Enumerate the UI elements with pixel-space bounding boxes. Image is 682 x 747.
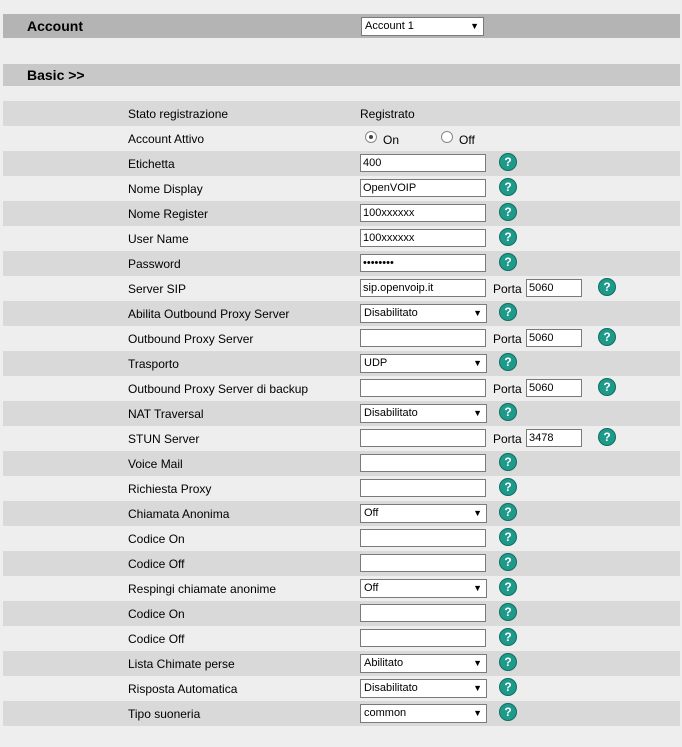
form-row: [3, 226, 680, 251]
field-label: Voice Mail: [128, 457, 183, 471]
account-select-value: Account 1: [365, 20, 414, 32]
field-label: Trasporto: [128, 357, 179, 371]
help-icon[interactable]: ?: [499, 553, 517, 571]
form-row: [3, 401, 680, 426]
form-row: [3, 451, 680, 476]
port-label: Porta: [493, 332, 522, 346]
chevron-down-icon: ▼: [473, 708, 482, 718]
basic-section-title: Basic >>: [27, 67, 85, 83]
help-icon[interactable]: ?: [499, 678, 517, 696]
field-label: Codice On: [128, 607, 185, 621]
select-dropdown[interactable]: [360, 354, 487, 373]
chevron-down-icon: ▼: [473, 508, 482, 518]
chevron-down-icon: ▼: [473, 683, 482, 693]
text-input[interactable]: [360, 554, 486, 572]
help-icon[interactable]: ?: [499, 203, 517, 221]
form-row: [3, 276, 680, 301]
field-label: Abilita Outbound Proxy Server: [128, 307, 290, 321]
port-input[interactable]: 5060: [526, 379, 582, 397]
select-value: Disabilitato: [364, 307, 418, 319]
form-row: [3, 626, 680, 651]
help-icon[interactable]: ?: [499, 403, 517, 421]
help-icon[interactable]: ?: [499, 478, 517, 496]
text-input[interactable]: [360, 479, 486, 497]
text-input[interactable]: 100xxxxxx: [360, 204, 486, 222]
help-icon[interactable]: ?: [499, 178, 517, 196]
help-icon[interactable]: ?: [499, 703, 517, 721]
account-header-bar: [3, 14, 680, 38]
form-row: [3, 376, 680, 401]
form-row: [3, 501, 680, 526]
form-row: [3, 526, 680, 551]
radio-on[interactable]: [365, 131, 377, 143]
form-row: [3, 576, 680, 601]
text-input[interactable]: [360, 329, 486, 347]
text-input[interactable]: [360, 529, 486, 547]
field-label: Nome Register: [128, 207, 209, 221]
text-input[interactable]: 100xxxxxx: [360, 229, 486, 247]
chevron-down-icon: ▼: [473, 583, 482, 593]
text-input[interactable]: [360, 379, 486, 397]
form-row: [3, 176, 680, 201]
help-icon[interactable]: ?: [499, 303, 517, 321]
radio-on-label: On: [383, 133, 400, 147]
text-input[interactable]: [360, 629, 486, 647]
form-row: [3, 651, 680, 676]
select-dropdown[interactable]: [360, 504, 487, 523]
field-label: Tipo suoneria: [128, 707, 201, 721]
form-row: [3, 251, 680, 276]
select-value: Off: [364, 582, 379, 594]
port-input[interactable]: 5060: [526, 279, 582, 297]
text-input[interactable]: ••••••••: [360, 254, 486, 272]
port-label: Porta: [493, 282, 522, 296]
form-row: [3, 301, 680, 326]
form-row: [3, 201, 680, 226]
field-label: Codice Off: [128, 632, 185, 646]
help-icon[interactable]: ?: [598, 378, 616, 396]
help-icon[interactable]: ?: [499, 528, 517, 546]
field-label: Respingi chiamate anonime: [128, 582, 277, 596]
chevron-down-icon: ▼: [473, 658, 482, 668]
form-row: [3, 126, 680, 151]
field-label: Risposta Automatica: [128, 682, 238, 696]
text-input[interactable]: OpenVOIP: [360, 179, 486, 197]
form-row: [3, 551, 680, 576]
text-input[interactable]: [360, 454, 486, 472]
chevron-down-icon: ▼: [473, 408, 482, 418]
field-label: NAT Traversal: [128, 407, 204, 421]
help-icon[interactable]: ?: [499, 603, 517, 621]
select-dropdown[interactable]: [360, 304, 487, 323]
field-label: Codice On: [128, 532, 185, 546]
form-row: [3, 326, 680, 351]
help-icon[interactable]: ?: [499, 653, 517, 671]
select-value: UDP: [364, 357, 388, 369]
help-icon[interactable]: ?: [499, 503, 517, 521]
help-icon[interactable]: ?: [499, 628, 517, 646]
select-value: common: [364, 707, 407, 719]
account-select[interactable]: [361, 17, 484, 36]
status-value: Registrato: [360, 107, 415, 121]
field-label: STUN Server: [128, 432, 200, 446]
port-label: Porta: [493, 432, 522, 446]
select-value: Abilitato: [364, 657, 404, 669]
field-label: User Name: [128, 232, 189, 246]
radio-off-label: Off: [459, 133, 475, 147]
field-label: Server SIP: [128, 282, 187, 296]
field-label: Stato registrazione: [128, 107, 229, 121]
chevron-down-icon: ▼: [473, 308, 482, 318]
port-input[interactable]: 3478: [526, 429, 582, 447]
form-row: [3, 351, 680, 376]
form-row: [3, 151, 680, 176]
form-row: [3, 476, 680, 501]
chevron-down-icon: ▼: [470, 21, 479, 31]
form-row: [3, 676, 680, 701]
chevron-down-icon: ▼: [473, 358, 482, 368]
basic-section-bar[interactable]: [3, 64, 680, 86]
field-label: Password: [128, 257, 181, 271]
select-dropdown[interactable]: [360, 579, 487, 598]
form-row: [3, 426, 680, 451]
form-row: [3, 701, 680, 726]
field-label: Lista Chimate perse: [128, 657, 235, 671]
field-label: Chiamata Anonima: [128, 507, 230, 521]
select-value: Off: [364, 507, 379, 519]
field-label: Account Attivo: [128, 132, 205, 146]
form-row: [3, 101, 680, 126]
help-icon[interactable]: ?: [499, 228, 517, 246]
help-icon[interactable]: ?: [598, 428, 616, 446]
field-label: Outbound Proxy Server di backup: [128, 382, 309, 396]
field-label: Richiesta Proxy: [128, 482, 212, 496]
select-dropdown[interactable]: [360, 404, 487, 423]
help-icon[interactable]: ?: [499, 253, 517, 271]
select-dropdown[interactable]: [360, 704, 487, 723]
help-icon[interactable]: ?: [499, 353, 517, 371]
radio-off[interactable]: [441, 131, 453, 143]
help-icon[interactable]: ?: [499, 578, 517, 596]
help-icon[interactable]: ?: [499, 453, 517, 471]
port-input[interactable]: 5060: [526, 329, 582, 347]
text-input[interactable]: [360, 429, 486, 447]
select-dropdown[interactable]: [360, 654, 487, 673]
field-label: Outbound Proxy Server: [128, 332, 254, 346]
account-title: Account: [27, 18, 83, 34]
field-label: Codice Off: [128, 557, 185, 571]
text-input[interactable]: sip.openvoip.it: [360, 279, 486, 297]
text-input[interactable]: [360, 604, 486, 622]
select-value: Disabilitato: [364, 407, 418, 419]
form-row: [3, 601, 680, 626]
help-icon[interactable]: ?: [499, 153, 517, 171]
help-icon[interactable]: ?: [598, 328, 616, 346]
field-label: Etichetta: [128, 157, 175, 171]
field-label: Nome Display: [128, 182, 203, 196]
select-dropdown[interactable]: [360, 679, 487, 698]
select-value: Disabilitato: [364, 682, 418, 694]
text-input[interactable]: 400: [360, 154, 486, 172]
help-icon[interactable]: ?: [598, 278, 616, 296]
port-label: Porta: [493, 382, 522, 396]
